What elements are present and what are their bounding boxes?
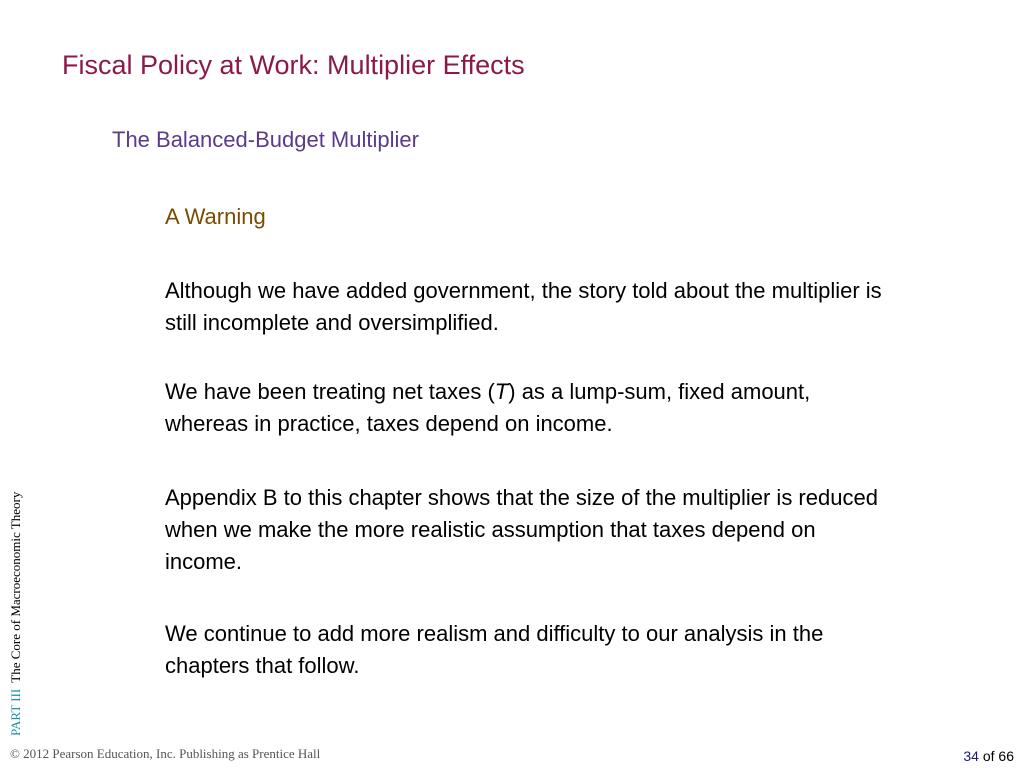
paragraph-2 [165,376,885,440]
slide-subtitle: The Balanced-Budget Multiplier [112,127,419,152]
paragraph-1: Although we have added government, the story told about the multiplier is still incomplete and oversimplified. [165,278,882,335]
slide-title: Fiscal Policy at Work: Multiplier Effects [62,50,525,80]
paragraph-2-variable: T [494,379,509,404]
paragraph-3: Appendix B to this chapter shows that the size of the multiplier is reduced when we make the more realistic assumption that taxes depend on income. [165,485,878,574]
part-title: The Core of Macroeconomic Theory [8,491,23,683]
page-number [963,748,1014,764]
paragraph-2-start: We have been treating net taxes ( [165,379,495,404]
section-heading: A Warning [165,204,266,229]
page-current: 34 [963,748,979,764]
paragraph-4: We continue to add more realism and difficulty to our analysis in the chapters that follow. [165,621,824,678]
part-label: PART III [8,688,23,736]
paragraph-2-end: ) as a lump-sum, fixed amount, whereas in practice, taxes depend on income. [165,379,811,436]
copyright-footer: © 2012 Pearson Education, Inc. Publishing as Prentice Hall [10,746,321,761]
page-total: of 66 [982,748,1014,764]
part-sidebar [8,492,24,736]
